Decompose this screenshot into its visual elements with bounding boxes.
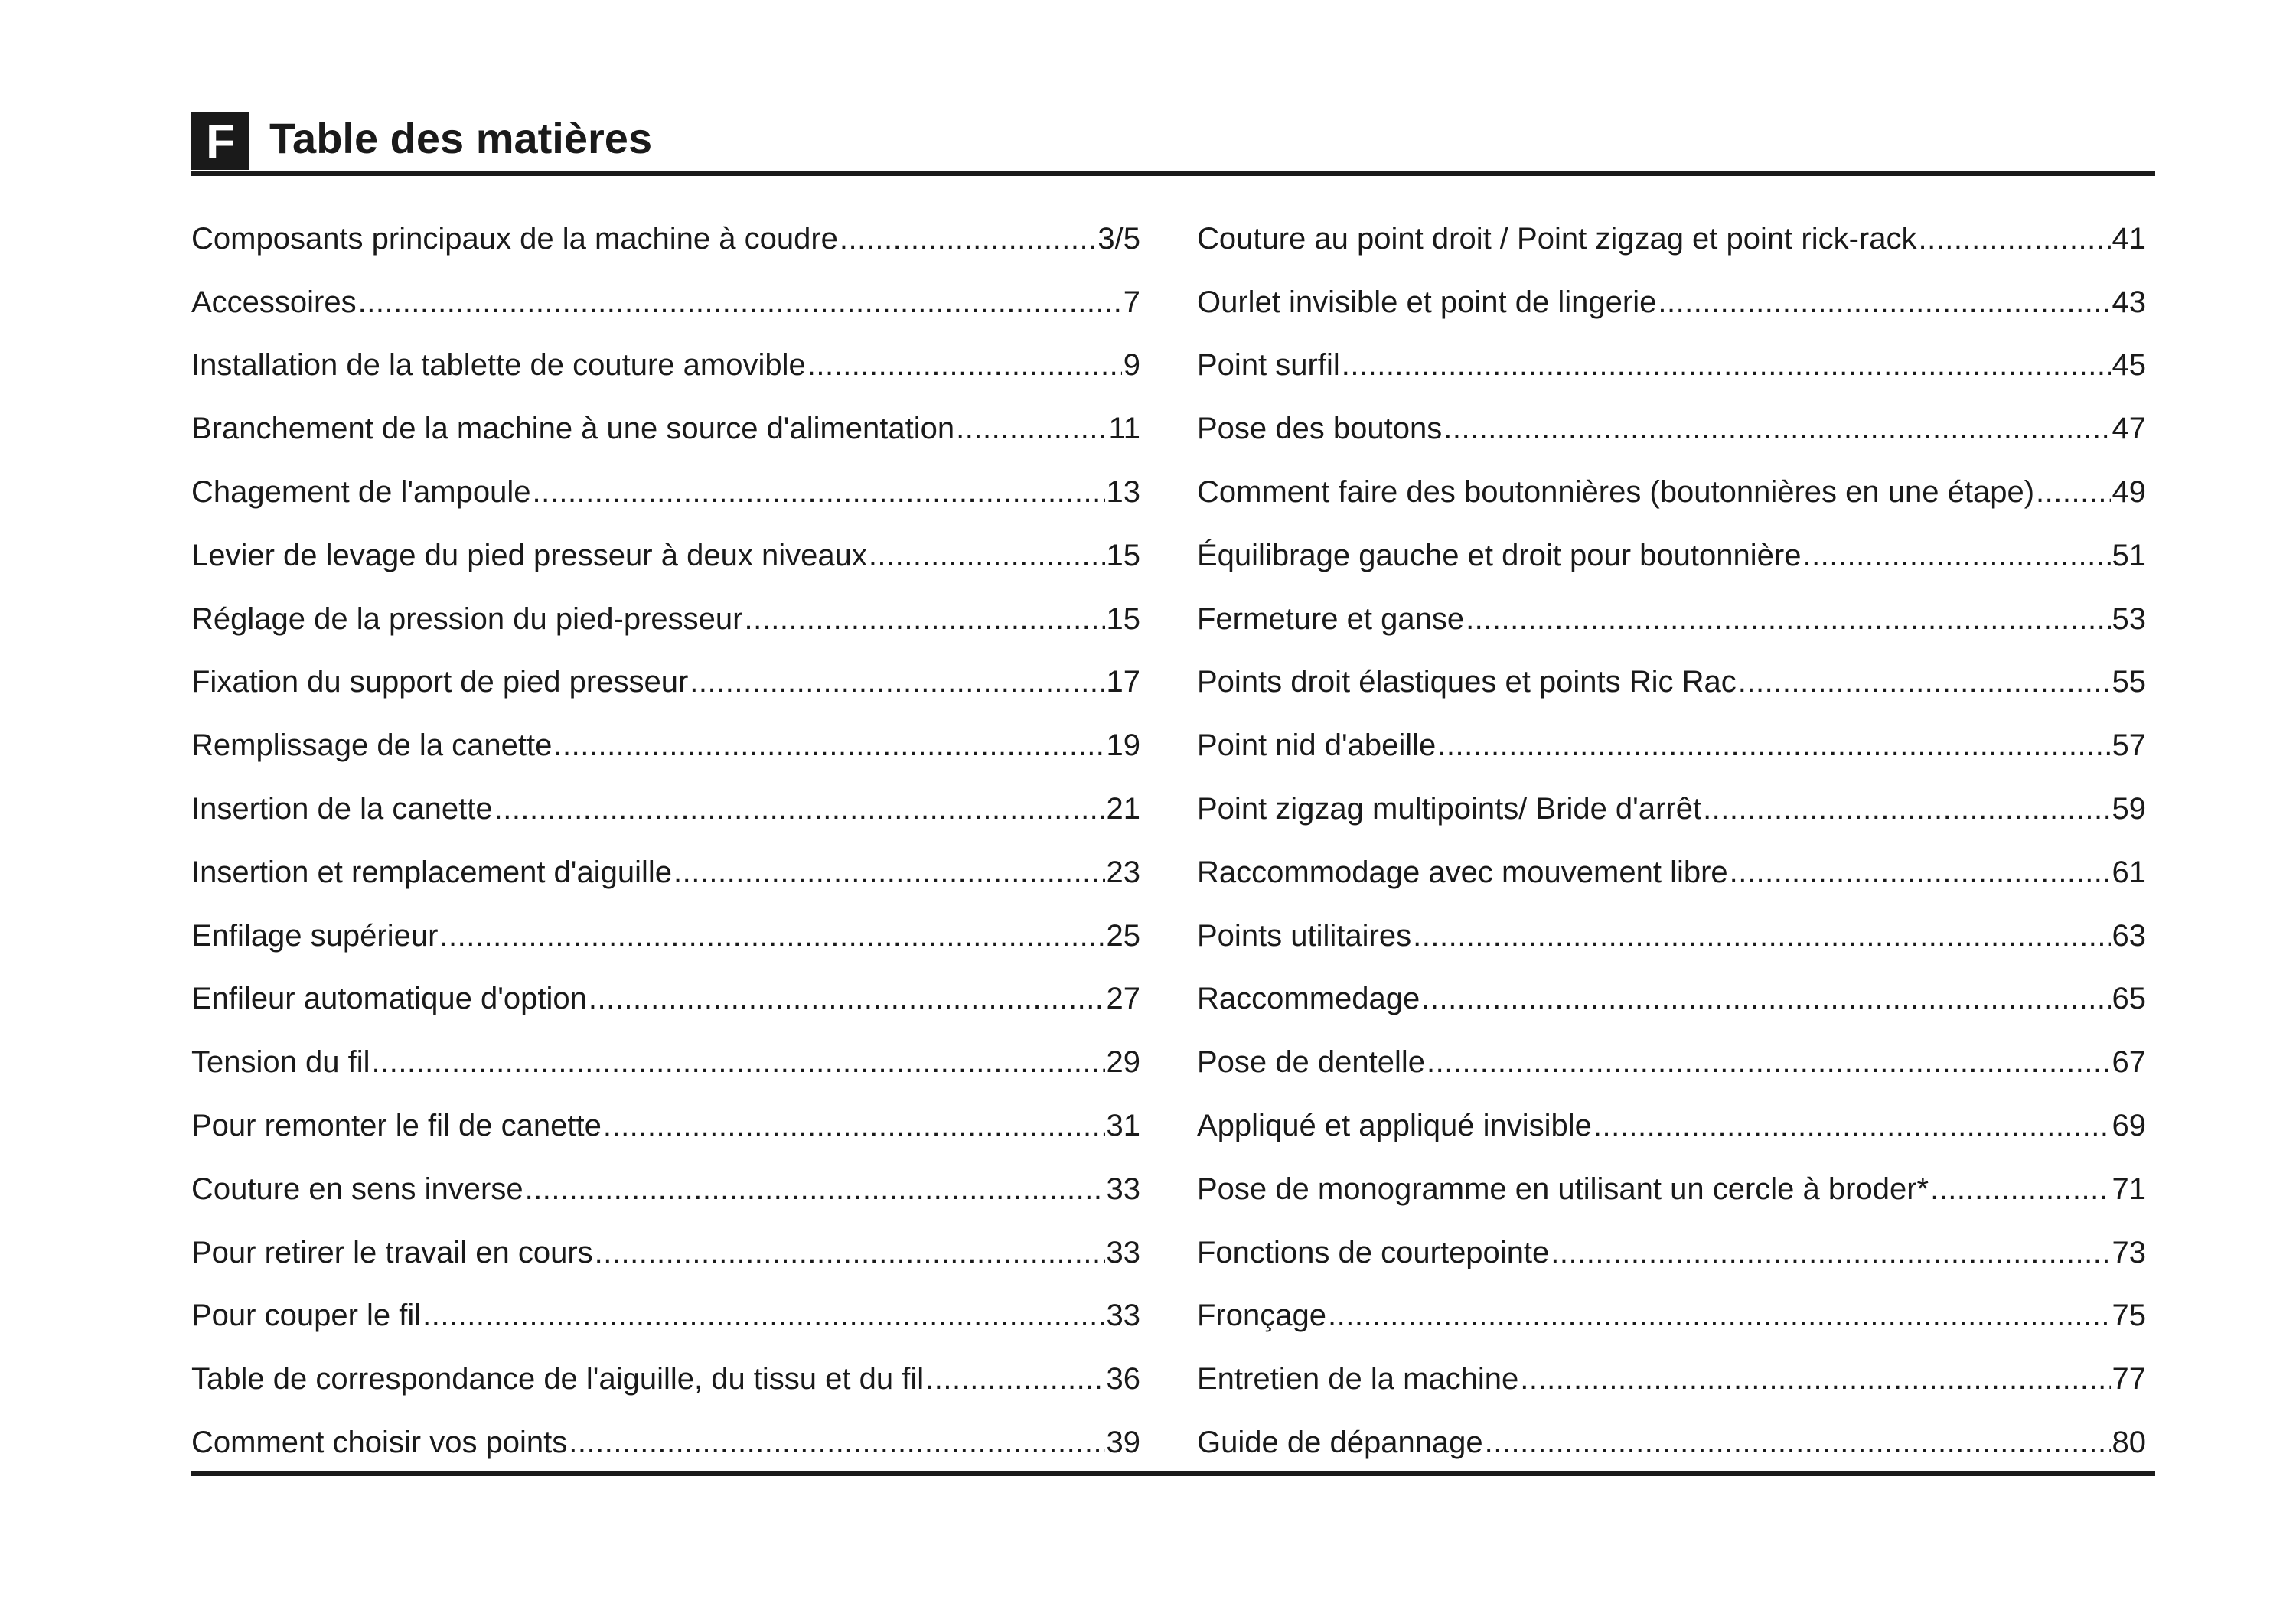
toc-entry[interactable] (191, 455, 1140, 519)
toc-dot-leader (532, 465, 1104, 519)
toc-dot-leader (925, 1352, 1104, 1406)
toc-entry[interactable] (191, 266, 1140, 329)
toc-dot-leader (1551, 1226, 2110, 1279)
toc-dot-leader (494, 782, 1105, 836)
toc-entry-label: Tension du fil (191, 1045, 370, 1080)
toc-entry[interactable] (1197, 1279, 2146, 1343)
toc-entry[interactable] (1197, 836, 2146, 899)
toc-entry-label: Remplissage de la canette (191, 728, 553, 763)
toc-dot-leader (1427, 1035, 2110, 1089)
toc-entry-label: Insertion et remplacement d'aiguille (191, 855, 672, 889)
toc-entry-label: Chagement de l'ampoule (191, 474, 531, 509)
toc-entry-label: Levier de levage du pied presseur à deux niveaux (191, 538, 867, 572)
toc-entry[interactable] (191, 836, 1140, 899)
toc-entry[interactable] (191, 772, 1140, 836)
toc-entry-page-number: 45 (2112, 348, 2146, 383)
toc-entry[interactable] (191, 1216, 1140, 1279)
toc-entry-page-number: 3/5 (1097, 221, 1140, 256)
toc-entry-page-number: 63 (2112, 918, 2146, 953)
toc-dot-leader (1342, 338, 2111, 392)
toc-entry-label: Points utilitaires (1197, 918, 1412, 953)
toc-entry-label: Pose des boutons (1197, 412, 1443, 446)
toc-dot-leader (595, 1226, 1105, 1279)
toc-dot-leader (1930, 1162, 2110, 1216)
toc-entry[interactable] (191, 709, 1140, 772)
toc-dot-leader (589, 972, 1105, 1025)
toc-entry[interactable] (191, 1279, 1140, 1343)
toc-dot-leader (840, 212, 1096, 266)
toc-dot-leader (358, 275, 1122, 329)
toc-entry-page-number: 33 (1106, 1235, 1140, 1269)
toc-dot-leader (1466, 592, 2110, 646)
toc-entry-page-number: 9 (1123, 348, 1140, 383)
toc-entry-page-number: 73 (2112, 1235, 2146, 1269)
toc-dot-leader (1802, 529, 2110, 582)
toc-entry[interactable] (191, 582, 1140, 646)
toc-entry-page-number: 13 (1106, 474, 1140, 509)
toc-entry-page-number: 15 (1106, 538, 1140, 572)
toc-entry-label: Fronçage (1197, 1299, 1326, 1333)
toc-dot-leader (1593, 1099, 2111, 1152)
toc-entry[interactable] (191, 329, 1140, 393)
toc-dot-leader (673, 846, 1105, 899)
toc-entry[interactable] (191, 963, 1140, 1026)
toc-dot-leader (603, 1099, 1105, 1152)
toc-entry-page-number: 61 (2112, 855, 2146, 889)
toc-entry-label: Composants principaux de la machine à coudre (191, 221, 838, 256)
toc-dot-leader (569, 1416, 1104, 1469)
toc-entry-label: Raccommedage (1197, 982, 1420, 1016)
toc-dot-leader (1413, 909, 2110, 963)
toc-entry-label: Pour remonter le fil de canette (191, 1108, 602, 1142)
toc-entry[interactable] (191, 1025, 1140, 1089)
toc-entry-label: Fixation du support de pied presseur (191, 665, 689, 699)
toc-entry[interactable] (191, 1406, 1140, 1469)
toc-entry-page-number: 65 (2112, 982, 2146, 1016)
toc-entry[interactable] (1197, 963, 2146, 1026)
toc-entry[interactable] (191, 646, 1140, 709)
toc-entry-page-number: 53 (2112, 601, 2146, 636)
toc-entry-page-number: 21 (1106, 791, 1140, 826)
toc-entry[interactable] (1197, 392, 2146, 455)
toc-dot-leader (1485, 1416, 2111, 1469)
toc-entry-label: Enfileur automatique d'option (191, 982, 587, 1016)
bottom-rule (191, 1471, 2155, 1476)
toc-entry[interactable] (1197, 899, 2146, 963)
toc-dot-leader (690, 655, 1104, 709)
toc-dot-leader (1730, 846, 2111, 899)
toc-entry-page-number: 75 (2112, 1299, 2146, 1333)
toc-entry[interactable] (1197, 1342, 2146, 1406)
toc-entry-label: Comment faire des boutonnières (boutonnières en une étape) (1197, 474, 2035, 509)
toc-entry-label: Appliqué et appliqué invisible (1197, 1108, 1592, 1142)
toc-dot-leader (956, 402, 1107, 455)
toc-entry-page-number: 17 (1106, 665, 1140, 699)
page-title: Table des matières (269, 114, 653, 162)
toc-entry-label: Table de correspondance de l'aiguille, du tissu et du fil (191, 1362, 925, 1396)
toc-entry-page-number: 71 (2112, 1172, 2146, 1206)
toc-entry[interactable] (1197, 202, 2146, 266)
toc-entry-label: Pose de monogramme en utilisant un cercle à broder* (1197, 1172, 1929, 1206)
toc-entry-label: Points droit élastiques et points Ric Rac (1197, 665, 1737, 699)
toc-entry-page-number: 27 (1106, 982, 1140, 1016)
toc-entry[interactable] (1197, 519, 2146, 582)
toc-entry-page-number: 39 (1106, 1425, 1140, 1459)
toc-dot-leader (1918, 212, 2110, 266)
toc-entry[interactable] (191, 1152, 1140, 1216)
toc-entry[interactable] (1197, 709, 2146, 772)
toc-left-column (191, 202, 1140, 1469)
toc-entry[interactable] (1197, 582, 2146, 646)
toc-dot-leader (869, 529, 1105, 582)
toc-entry-page-number: 67 (2112, 1045, 2146, 1080)
toc-dot-leader (1328, 1289, 2111, 1342)
toc-entry-page-number: 55 (2112, 665, 2146, 699)
toc-dot-leader (1421, 972, 2110, 1025)
toc-entry-page-number: 36 (1106, 1362, 1140, 1396)
toc-entry[interactable] (191, 899, 1140, 963)
toc-entry-label: Entretien de la machine (1197, 1362, 1519, 1396)
toc-entry-page-number: 29 (1106, 1045, 1140, 1080)
toc-entry-page-number: 7 (1123, 285, 1140, 319)
toc-entry-label: Couture au point droit / Point zigzag et point rick-rack (1197, 221, 1917, 256)
toc-entry[interactable] (1197, 1406, 2146, 1469)
toc-entry[interactable] (191, 392, 1140, 455)
toc-entry-label: Pose de dentelle (1197, 1045, 1426, 1080)
toc-entry[interactable] (191, 1342, 1140, 1406)
toc-entry[interactable] (1197, 1089, 2146, 1152)
toc-dot-leader (1437, 719, 2110, 772)
toc-entry-page-number: 41 (2112, 221, 2146, 256)
toc-entry[interactable] (1197, 646, 2146, 709)
toc-entry[interactable] (1197, 1025, 2146, 1089)
toc-dot-leader (744, 592, 1104, 646)
page-header (191, 112, 2155, 176)
toc-entry[interactable] (1197, 455, 2146, 519)
toc-entry-page-number: 11 (1108, 412, 1140, 446)
toc-entry-label: Pour retirer le travail en cours (191, 1235, 593, 1269)
toc-dot-leader (371, 1035, 1104, 1089)
toc-dot-leader (1703, 782, 2110, 836)
toc-entry-page-number: 59 (2112, 791, 2146, 826)
toc-entry[interactable] (191, 1089, 1140, 1152)
toc-entry-page-number: 15 (1106, 601, 1140, 636)
toc-dot-leader (525, 1162, 1105, 1216)
toc-dot-leader (1443, 402, 2110, 455)
toc-entry-label: Fermeture et ganse (1197, 601, 1465, 636)
toc-entry-page-number: 23 (1106, 855, 1140, 889)
toc-entry-label: Point nid d'abeille (1197, 728, 1437, 763)
toc-entry-label: Comment choisir vos points (191, 1425, 568, 1459)
toc-entry-page-number: 49 (2112, 474, 2146, 509)
toc-dot-leader (439, 909, 1104, 963)
toc-entry-page-number: 47 (2112, 412, 2146, 446)
toc-entry-page-number: 57 (2112, 728, 2146, 763)
toc-entry-label: Accessoires (191, 285, 357, 319)
toc-entry-label: Raccommodage avec mouvement libre (1197, 855, 1728, 889)
toc-entry-label: Point zigzag multipoints/ Bride d'arrêt (1197, 791, 1702, 826)
toc-right-column (1197, 202, 2146, 1469)
toc-dot-leader (2036, 465, 2110, 519)
toc-entry-label: Installation de la tablette de couture amovible (191, 348, 806, 383)
toc-entry-page-number: 25 (1106, 918, 1140, 953)
toc-entry-page-number: 19 (1106, 728, 1140, 763)
toc-entry-page-number: 80 (2112, 1425, 2146, 1459)
toc-entry-label: Équilibrage gauche et droit pour boutonnière (1197, 538, 1802, 572)
toc-entry-label: Pour couper le fil (191, 1299, 422, 1333)
toc-entry-page-number: 33 (1106, 1299, 1140, 1333)
toc-entry-label: Couture en sens inverse (191, 1172, 523, 1206)
toc-entry-page-number: 51 (2112, 538, 2146, 572)
section-badge: F (191, 112, 249, 170)
toc-entry[interactable] (1197, 772, 2146, 836)
toc-dot-leader (422, 1289, 1104, 1342)
toc-entry-page-number: 69 (2112, 1108, 2146, 1142)
toc-entry-page-number: 77 (2112, 1362, 2146, 1396)
toc-dot-leader (553, 719, 1104, 772)
toc-entry-page-number: 31 (1106, 1108, 1140, 1142)
toc-entry-page-number: 33 (1106, 1172, 1140, 1206)
toc-entry[interactable] (1197, 266, 2146, 329)
toc-entry-label: Insertion de la canette (191, 791, 493, 826)
toc-dot-leader (1738, 655, 2111, 709)
toc-dot-leader (1520, 1352, 2110, 1406)
toc-entry[interactable] (191, 202, 1140, 266)
toc-entry[interactable] (1197, 1216, 2146, 1279)
toc-entry[interactable] (1197, 1152, 2146, 1216)
toc-entry-page-number: 43 (2112, 285, 2146, 319)
toc-dot-leader (807, 338, 1122, 392)
toc-entry[interactable] (1197, 329, 2146, 393)
toc-entry-label: Fonctions de courtepointe (1197, 1235, 1550, 1269)
toc-entry-label: Ourlet invisible et point de lingerie (1197, 285, 1657, 319)
toc-entry[interactable] (191, 519, 1140, 582)
toc-entry-label: Enfilage supérieur (191, 918, 439, 953)
toc-entry-label: Guide de dépannage (1197, 1425, 1483, 1459)
toc-dot-leader (1658, 275, 2110, 329)
toc-entry-label: Branchement de la machine à une source d'alimentation (191, 412, 955, 446)
toc-entry-label: Réglage de la pression du pied-presseur (191, 601, 743, 636)
toc-entry-label: Point surfil (1197, 348, 1340, 383)
